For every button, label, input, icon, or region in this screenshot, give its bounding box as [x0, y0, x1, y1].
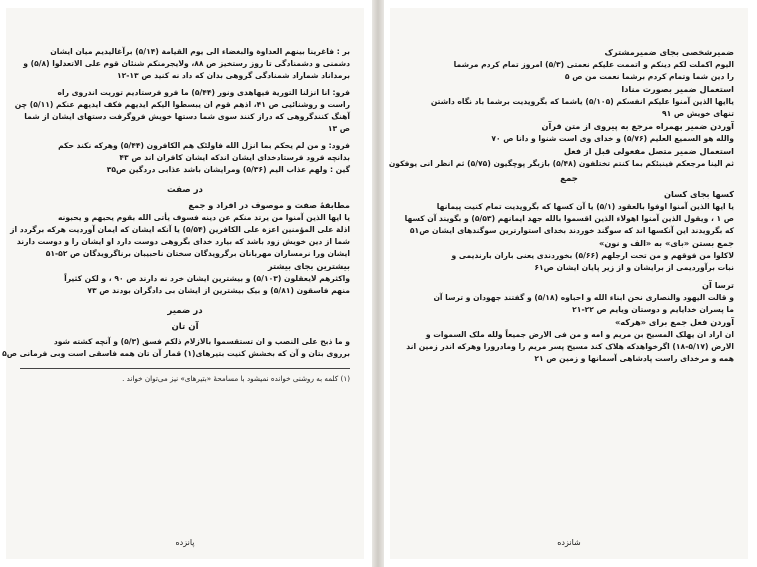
left-page-subheading: مطابقهٔ صفت و موصوف در افراد و جمع: [188, 200, 350, 210]
left-page-subheading: بیشترین بجای بیشتر: [267, 261, 350, 271]
left-page-text-line: یا ایها الذین آمنوا من یرتد منکم عن دینه فسوف یأتی الله بقوم یحبهم و یحبونه: [57, 213, 350, 222]
left-page-text-line: فرو: انا انزلنا التوریة فیهاهدی ونور (۵/۴۴) ما فرو فرستادیم توریت اندروی راه: [57, 88, 350, 97]
left-page-text-line: گین : ولهم عذاب الیم (۵/۳۶) ومرایشان باشد عذابی دردگین ص۳۵: [106, 165, 350, 174]
right-page-subheading: ضمیرشخصی بجای ضمیرمشترک: [604, 47, 734, 57]
left-page-text-line: شما از دین خویش زود باشد که بیارد خدای بگروهی دوست دارد او ایشان را و دوست دارند: [16, 237, 350, 246]
right-page-text-line: الارض (۵/۱۷-۱۸) اگرخواهدکه هلاک کند مسیح پسر مریم را ومادرورا وهرکه اندر زمین اند: [406, 342, 734, 351]
left-page: [2, 8, 364, 559]
right-page-subheading: ترسا آن: [702, 280, 734, 290]
right-page-text-line: را دین شما وتمام کردم برشما نعمت من ص ۵: [564, 72, 734, 81]
right-page-text-line: لاکلوا من فوقهم و من تحت ارجلهم (۵/۶۶) بخوردندی یعنی باران بارندیمی و: [451, 251, 734, 260]
right-page: [390, 8, 748, 559]
left-page-text-line: ایشان ورا نرمساران مهربانان برگرویدگان سختان ناحبیبان برناگرویدگان ص ۵۲-۵۱: [45, 249, 350, 258]
right-page-text-line: همه و مرخدای راست پادشاهی آسمانها و زمین ص ۲۱: [534, 354, 734, 363]
left-page-text-line: آهنگ کنندگروهی که دراز کنند سوی شما دستها خویش فروگرفت دستهای ایشان از شما: [24, 112, 350, 121]
left-page-text-line: راست و روشنائیی ص ۴۱، اذهم قوم ان یبسطوا الیکم ایدیهم فکف ایدیهم عنکم (۵/۱۱) چن: [14, 100, 350, 109]
right-page-text-line: یاایها الذین آمنوا علیکم انفسکم (۵/۱۰۵) یاشما که بگرویدیت برشما باد نگاه داشتن: [430, 97, 734, 106]
right-page-text-line: ثم الینا مرجعکم فینبئکم بما کنتم تختلفون (۵/۴۸) بازبگر پوچگیون (۵/۷۵) ثم انظر انی یوفکون: [388, 159, 734, 168]
right-page-text-line: نبات برآوردیمی از برایشان و از زیر پایان ایشان ص۶۱: [534, 263, 734, 272]
right-page-subheading: استعمال ضمیر بصورت منادا: [621, 84, 734, 94]
right-page-text-line: تنهای خویش ص ۹۱: [661, 109, 734, 118]
right-page-text: [388, 46, 734, 529]
left-page-section-heading: در صفت: [167, 185, 203, 195]
left-page-text-line: فرود: و من لم یحکم بما انزل الله فاولئک هم الکافرون (۵/۴۴) وهرکه نکند حکم: [58, 141, 350, 150]
left-page-text-line: دشمنی و دشمنادگی تا روز رستخیز ص ۸۸، ولایجرمنکم شنئان قوم علی الاتعدلوا (۵/۸) و: [23, 59, 350, 68]
left-page-text-line: ص ۱۳: [327, 124, 350, 133]
right-page-text-line: ما پسران خدایایم و دوستان ویایم ص ۲۲-۲۱: [572, 305, 734, 314]
left-page-text-line: بدانچه فرود فرستادخدای ایشان اندکه ایشان کافران اند ص ۴۳: [119, 153, 350, 162]
footnote-rule: [20, 368, 350, 369]
left-page-section-heading: آن تان: [171, 322, 199, 332]
left-page-text-line: اذلة علی المؤمنین اعزة علی الکافرین (۵/۵۴) یا آنکه ایشان که ایمان آوردیت هرکه برگردد از: [10, 225, 350, 234]
right-page-text-line: والله هو السمیع العلیم (۵/۷۶) و خدای وی است شنوا و دانا ص ۷۰: [491, 134, 734, 143]
right-page-text-line: و قالت الیهود والنصاری نحن ابناء الله و احباوه (۵/۱۸) و گفتند جهودان و ترسا آن: [433, 293, 734, 302]
left-page-spacer: [20, 297, 350, 302]
left-page-spacer: [20, 176, 350, 181]
right-page-subheading: آوردن ضمیر بهمراه مرجع به پیروی از متن قرآن: [541, 121, 734, 131]
left-page-text-line: برمداناد شماراد شمنادگی گروهی بدان که داد نه کنید ص ۱۳-۱۲: [116, 71, 350, 80]
right-page-text-line: ص ۱ ، ویقول الذین آمنوا اهولاء الذین اقسموا بالله جهد ایمانهم (۵/۵۳) و بگویند آن کسها: [404, 214, 734, 223]
right-page-text-line: یا ایها الذین آمنوا اوفوا بالعقود (۵/۱) یا آن کسها که بگرویدیت تمام کنیت پیمانها: [436, 202, 734, 211]
left-page-text-line: بر : فاغرینا بینهم العداوة والبغضاء الی یوم القیامة (۵/۱۴) برآغالیدیم میان ایشان: [50, 47, 350, 56]
left-page-text-line: و ما ذبح علی النصب و ان تستقسموا بالازلام ذلکم فسق (۵/۳) و آنچه کشته شود: [53, 337, 350, 346]
left-page-text-line: واکثرهم لایعقلون (۵/۱۰۳) و بیشترین ایشان خرد نه دارند ص ۹۰ ، و لکن کثیراً: [64, 274, 350, 283]
right-page-subheading: کسها بجای کسان: [664, 189, 734, 199]
left-page-text-line: منهم فاسقون (۵/۸۱) و بیک بیشترین از ایشان بی دادگران بودند ص ۷۳: [87, 286, 350, 295]
right-page-subheading: استعمال ضمیر متصل مفعولی قبل از فعل: [563, 146, 734, 156]
left-page-number: پانزده: [175, 538, 195, 547]
footnote: (۱) کلمه به روشنی خوانده نمیشود با مسامحهٔ «بتیرهای» نیز می‌توان خواند .: [122, 374, 350, 383]
book-gutter: [372, 0, 384, 567]
right-page-text-line: که بگرویدند این آنکسها اند که سوگند خوردند بخدای استوارترین سوگندهای ایشان ص۵۱: [409, 226, 734, 235]
right-page-text-line: ان اراد ان یهلک المسیح بن مریم و امه و من فی الارض جمیعاً ولله ملک السموات و: [425, 330, 734, 339]
left-page-text: [2, 46, 350, 529]
left-page-text-line: برروی بتان و آن که بخشش کنیت بتیرهای(۱) قمار آن تان همه فاسقی است وبی فرمانی ص۵: [2, 349, 350, 358]
right-page-section-heading: جمع: [560, 174, 578, 184]
right-page-subheading: آوردن فعل جمع برای «هرکه»: [614, 317, 734, 327]
right-page-text-line: الیوم اکملت لکم دینکم و اتممت علیکم نعمتی (۵/۳) امروز تمام کردم مرشما: [453, 60, 734, 69]
right-page-number: شانزده: [557, 538, 581, 547]
left-page-section-heading: در ضمیر: [167, 306, 203, 316]
right-page-subheading: جمع بستن «بای» به «الف و نون»: [599, 238, 734, 248]
